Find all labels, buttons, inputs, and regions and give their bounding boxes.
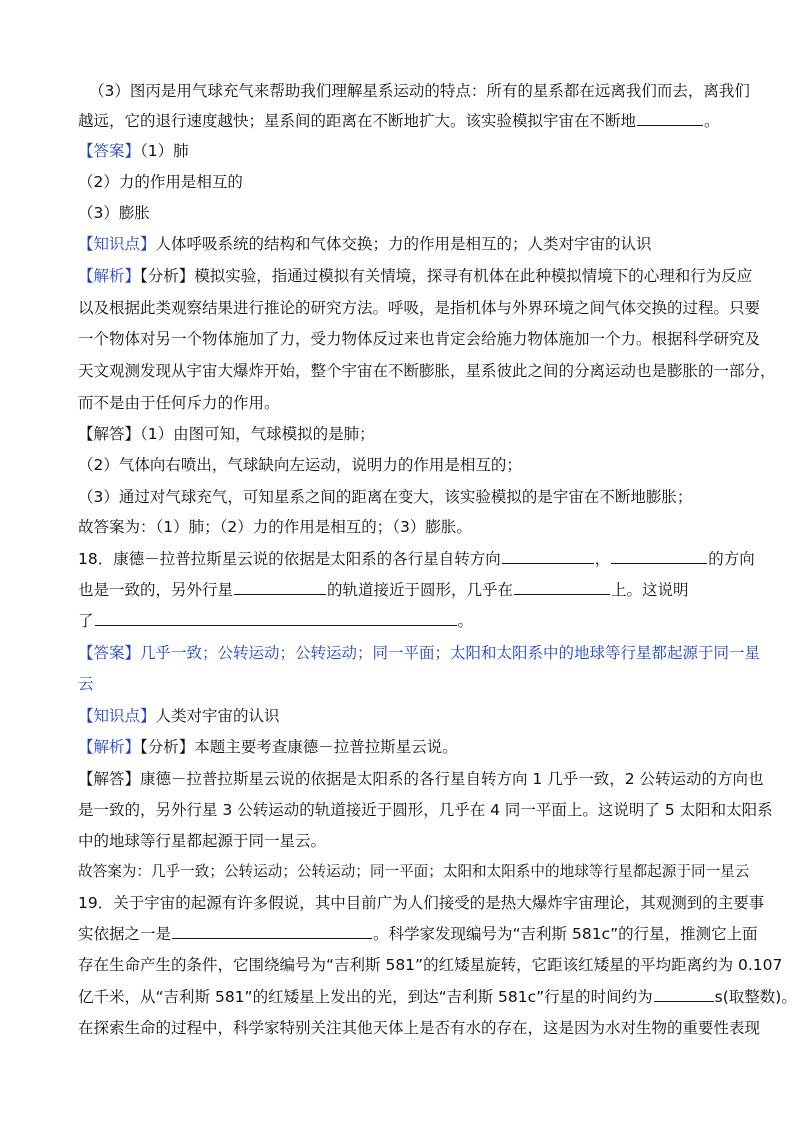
- q18-answer-line2: 云: [78, 675, 94, 693]
- q18-kp-text: 人类对宇宙的认识: [155, 707, 280, 725]
- q19-line1: 19．关于宇宙的起源有许多假说，其中目前广为人们接受的是热大爆炸宇宙理论，其观测到的主要事: [78, 894, 765, 912]
- q17-analysis-tag: 【解析】: [78, 267, 141, 285]
- q17-kp-tag: 【知识点】: [78, 235, 156, 253]
- q19-text-4b: s(取整数)。: [714, 988, 797, 1006]
- q19-line5: 在探索生命的过程中，科学家特别关注其他天体上是否有水的存在，这是因为水对生物的重要性表现: [78, 1019, 761, 1037]
- q18-blank-2[interactable]: [611, 548, 707, 564]
- q18-kp-tag: 【知识点】: [78, 707, 156, 725]
- q17-part3-text: 越远，它的退行速度越快；星系间的距离在不断地扩大。该实验模拟宇宙在不断地: [78, 112, 637, 130]
- q18-blank-1[interactable]: [502, 548, 594, 564]
- q18-line3: [78, 610, 728, 632]
- q17-analysis-text1: 【分析】模拟实验，指通过模拟有关情境，探寻有机体在此种模拟情境下的心理和行为反应: [140, 267, 753, 285]
- q19-line3: 存在生命产生的条件，它围绕编号为“吉利斯 581”的红矮星旋转，它距该红矮星的平均距离约为 0.107: [78, 956, 783, 974]
- q18-blank-3[interactable]: [234, 579, 326, 595]
- q17-kp-text: 人体呼吸系统的结构和气体交换；力的作用是相互的；人类对宇宙的认识: [155, 235, 652, 253]
- q18-analysis-line: [78, 736, 728, 758]
- q17-final-answer: 故答案为：（1）肺；（2）力的作用是相互的；（3）膨胀。: [78, 518, 472, 536]
- q17-answer-3: （3）膨胀: [78, 204, 150, 222]
- q19-text-2a: 实依据之一是: [78, 925, 172, 943]
- q17-analysis-line3: 一个物体对另一个物体施加了力，受力物体反过来也肯定会给施力物体施加一个力。根据科学研究及: [78, 330, 761, 348]
- q17-part3-end: 。: [704, 112, 720, 130]
- q18-final-answer: 故答案为：几乎一致；公转运动；公转运动；同一平面；太阳和太阳系中的地球等行星都起源于同一星云: [78, 863, 750, 880]
- q18-analysis-tag: 【解析】: [78, 738, 141, 756]
- q18-line2: [78, 579, 728, 601]
- q17-analysis-line1: [78, 265, 753, 287]
- q18-line1: [78, 548, 755, 570]
- q17-answer-1: （1）肺: [140, 142, 189, 160]
- q17-knowledge-point: [78, 233, 728, 255]
- q17-solution-line1: 【解答】（1）由图可知，气球模拟的是肺；: [78, 425, 375, 443]
- q17-answer-tag: 【答案】: [78, 142, 141, 160]
- q17-analysis-line4: 天文观测发现从宇宙大爆炸开始，整个宇宙在不断膨胀，星系彼此之间的分离运动也是膨胀的一部分，: [78, 362, 776, 380]
- q18-blank-4[interactable]: [514, 579, 610, 595]
- q18-text-2c: 上。这说明: [611, 581, 689, 599]
- q19-blank-2[interactable]: [654, 986, 714, 1002]
- q19-text-4a: 亿千米，从“吉利斯 581”的红矮星上发出的光，到达“吉利斯 581c”行星的时间约为: [78, 988, 653, 1006]
- q17-blank-1[interactable]: [637, 110, 703, 126]
- q18-solution-line1: 【解答】康德－拉普拉斯星云说的依据是太阳系的各行星自转方向 1 几乎一致，2 公转运动的方向也: [78, 770, 764, 788]
- q18-answer-line1: [78, 642, 761, 664]
- q18-text-2b: 的轨道接近于圆形，几乎在: [327, 581, 514, 599]
- q18-solution-line3: 中的地球等行星都起源于同一星云。: [78, 832, 327, 850]
- q17-answer-line: [78, 140, 728, 162]
- q17-solution-line3: （3）通过对气球充气，可知星系之间的距离在变大，该实验模拟的是宇宙在不断地膨胀；: [78, 488, 693, 506]
- q18-knowledge-point: [78, 705, 728, 727]
- q17-analysis-line5: 而不是由于任何斥力的作用。: [78, 394, 280, 412]
- q19-line2: [78, 923, 758, 945]
- q17-solution-line2: （2）气体向右喷出，气球缺向左运动，说明力的作用是相互的；: [78, 456, 522, 474]
- q18-blank-5[interactable]: [95, 610, 457, 626]
- q18-text-3a: 了: [78, 612, 94, 630]
- q17-answer-2: （2）力的作用是相互的: [78, 173, 243, 191]
- q18-answer-tag: 【答案】: [78, 644, 141, 662]
- q19-text-2b: 。科学家发现编号为“吉利斯 581c”的行星，推测它上面: [373, 925, 758, 943]
- q18-text-1b: ，: [594, 550, 611, 568]
- q17-part3-line2: [78, 110, 728, 132]
- q18-text-1c: 的方向: [708, 550, 755, 568]
- q18-answer-text1: 几乎一致；公转运动；公转运动；同一平面；太阳和太阳系中的地球等行星都起源于同一星: [140, 644, 761, 662]
- q19-blank-1[interactable]: [172, 923, 372, 939]
- q18-text-2a: 也是一致的，另外行星: [78, 581, 234, 599]
- q18-analysis-text: 【分析】本题主要考查康德－拉普拉斯星云说。: [140, 738, 458, 756]
- q19-line4: [78, 986, 797, 1008]
- q18-text-1a: 18．康德－拉普拉斯星云说的依据是太阳系的各行星自转方向: [78, 550, 501, 568]
- q17-analysis-line2: 以及根据此类观察结果进行推论的研究方法。呼吸，是指机体与外界环境之间气体交换的过程。只要: [78, 299, 761, 317]
- q17-part3-line1: （3）图丙是用气球充气来帮助我们理解星系运动的特点：所有的星系都在远离我们而去，离我们: [89, 82, 750, 100]
- q18-solution-line2: 是一致的，另外行星 3 公转运动的轨道接近于圆形，几乎在 4 同一平面上。这说明了 5 太阳和太阳系: [78, 801, 773, 819]
- q18-text-3b: 。: [457, 612, 474, 630]
